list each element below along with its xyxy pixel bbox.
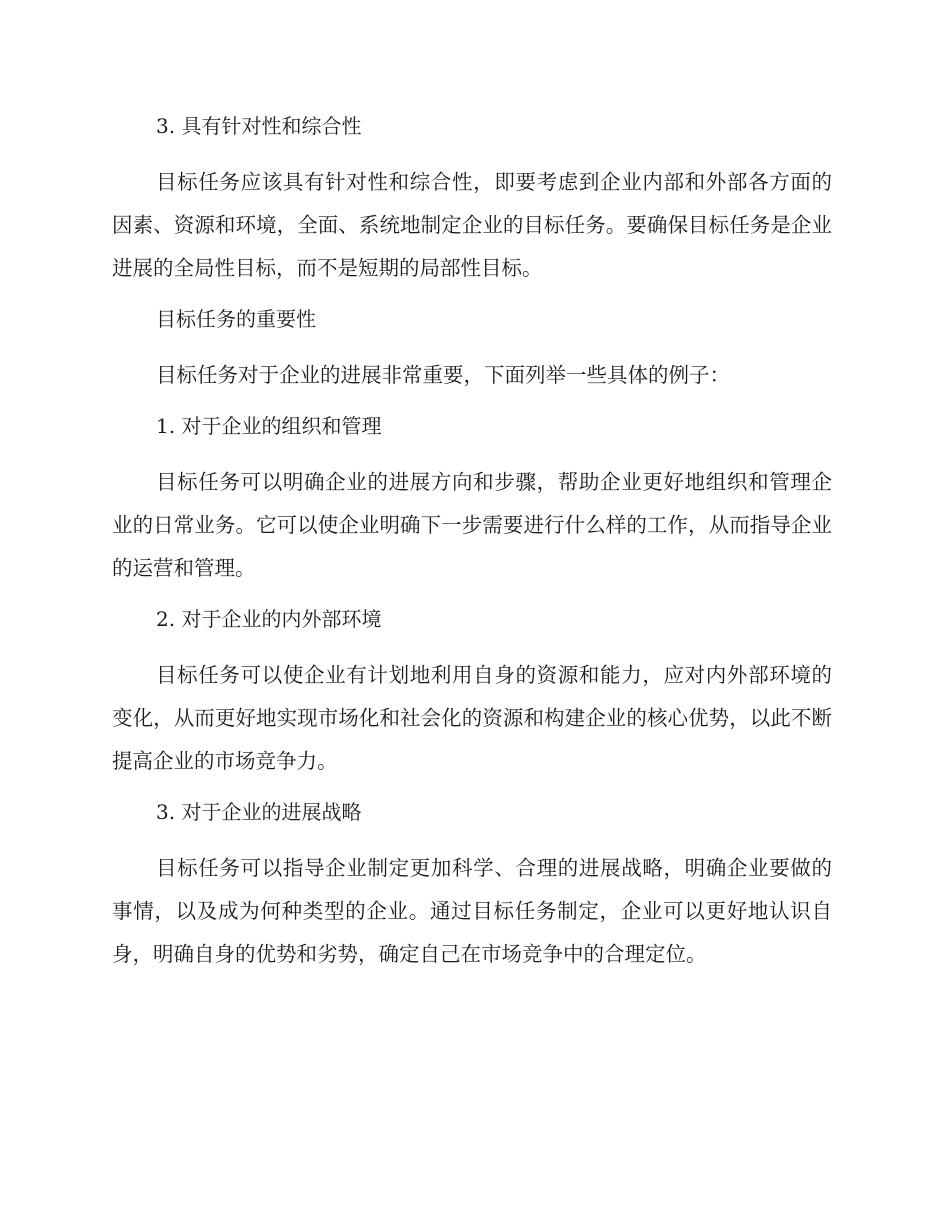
body-paragraph: 目标任务可以使企业有计划地利用自身的资源和能力，应对内外部环境的变化，从而更好地实现市场化和社会化的资源和构建企业的核心优势，以此不断提高企业的市场竞争力。 [112,663,832,773]
body-paragraph: 目标任务应该具有针对性和综合性，即要考虑到企业内部和外部各方面的因素、资源和环境，全面、系统地制定企业的目标任务。要确保目标任务是企业进展的全局性目标，而不是短期的局部性目标。 [112,170,832,280]
section-heading: 2. 对于企业的内外部环境 [156,607,382,631]
section-heading: 3. 对于企业的进展战略 [156,800,362,824]
section-heading: 3. 具有针对性和综合性 [156,114,362,138]
body-paragraph: 目标任务对于企业的进展非常重要，下面列举一些具体的例子： [156,363,730,387]
section-heading: 1. 对于企业的组织和管理 [156,414,382,438]
section-heading: 目标任务的重要性 [156,307,316,331]
body-paragraph: 目标任务可以明确企业的进展方向和步骤，帮助企业更好地组织和管理企业的日常业务。它可以使企业明确下一步需要进行什么样的工作，从而指导企业的运营和管理。 [112,470,832,580]
document-body [112,103,832,976]
body-paragraph: 目标任务可以指导企业制定更加科学、合理的进展战略，明确企业要做的事情，以及成为何种类型的企业。通过目标任务制定，企业可以更好地认识自身，明确自身的优势和劣势，确定自己在市场竞争中的合理定位。 [112,856,832,966]
